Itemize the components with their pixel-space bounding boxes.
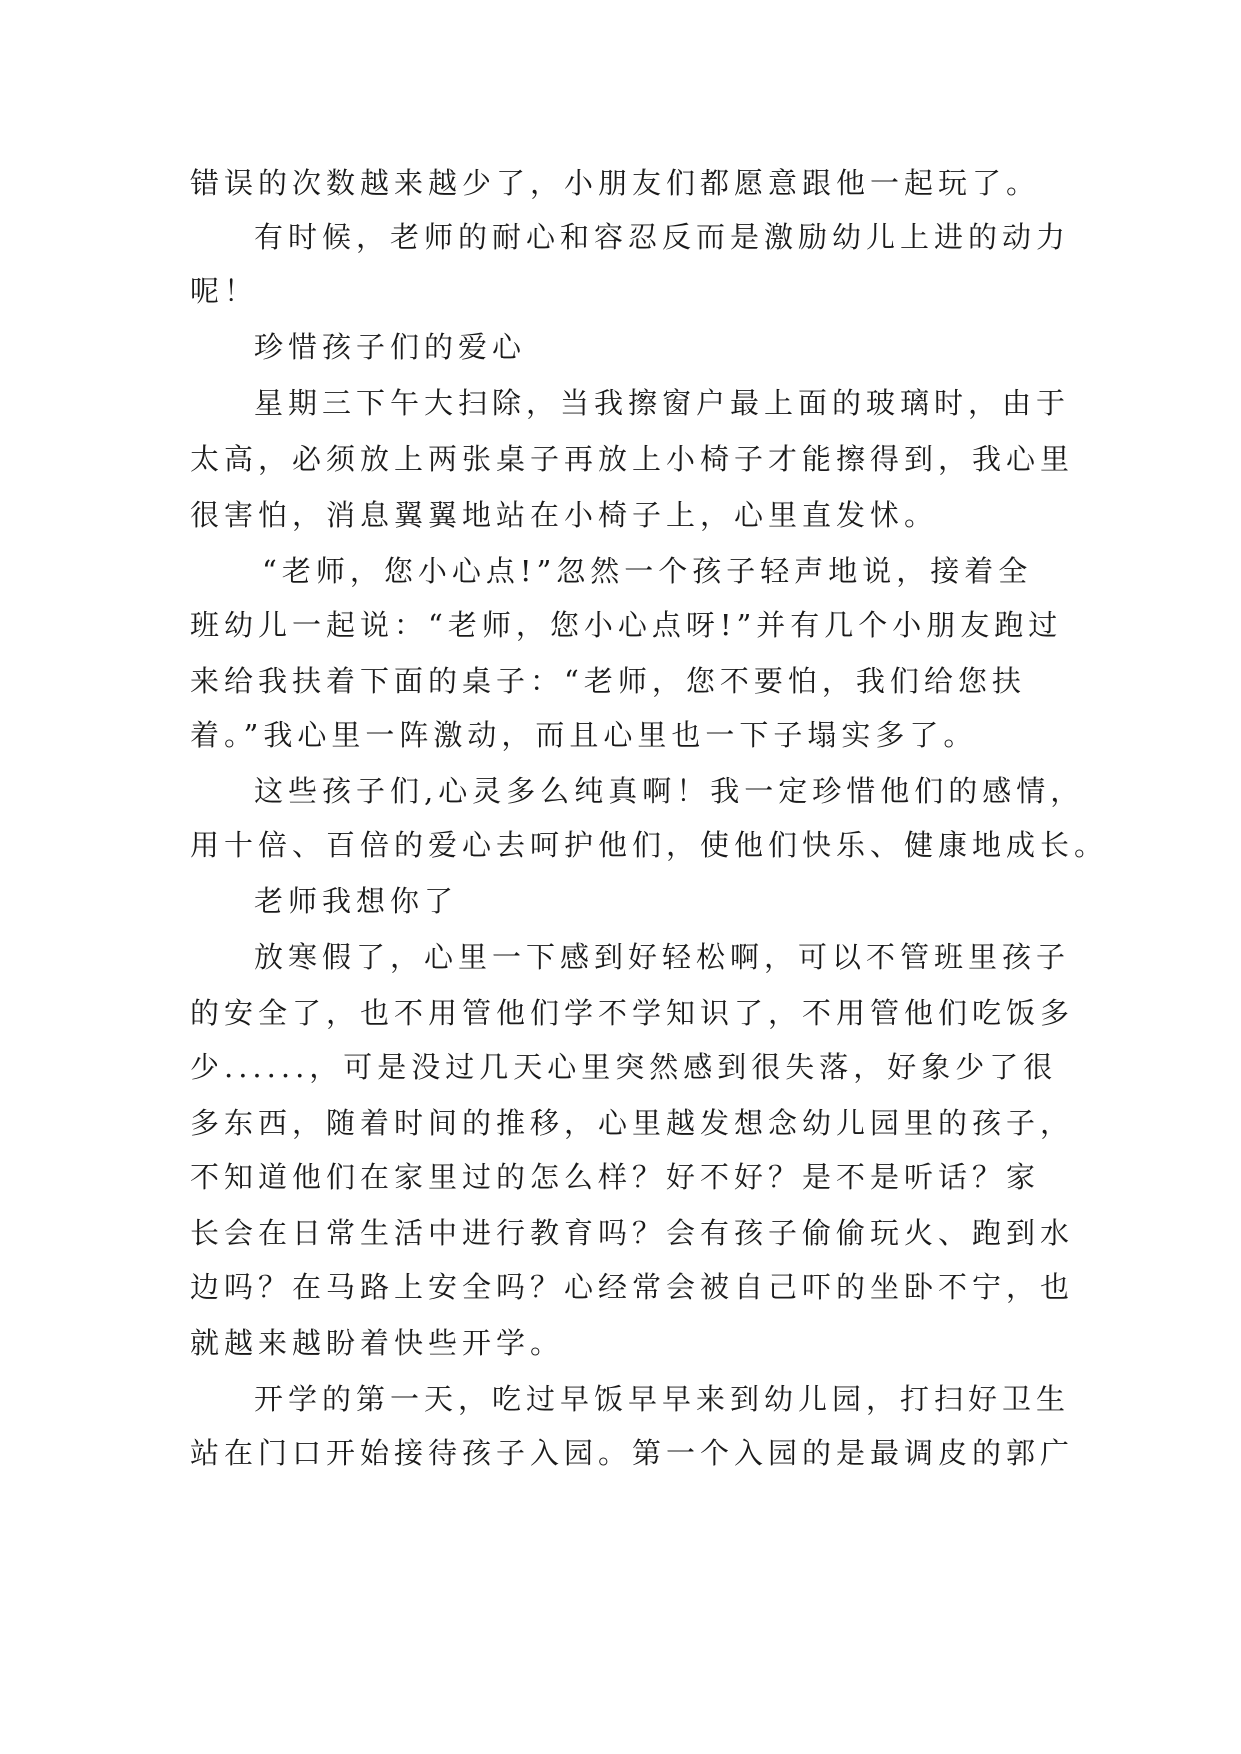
body-line-21: 边吗？在马路上安全吗？心经常会被自己吓的坐卧不宁，也 <box>190 1270 1075 1304</box>
body-line-12: 这些孩子们,心灵多么纯真啊！我一定珍惜他们的感情， <box>254 774 1085 808</box>
body-line-11: 着。”我心里一阵激动，而且心里也一下子塌实多了。 <box>190 718 978 752</box>
section-heading-cherish-love: 珍惜孩子们的爱心 <box>254 330 527 364</box>
body-line-19: 不知道他们在家里过的怎么样？好不好？是不是听话？家 <box>190 1160 1041 1194</box>
body-line-7: 很害怕，消息翼翼地站在小椅子上，心里直发怵。 <box>190 498 939 532</box>
body-line-10: 来给我扶着下面的桌子：“老师，您不要怕，我们给您扶 <box>190 664 1026 698</box>
body-line-13: 用十倍、百倍的爱心去呵护他们，使他们快乐、健康地成长。 <box>190 828 1109 862</box>
body-line-1: 错误的次数越来越少了，小朋友们都愿意跟他一起玩了。 <box>190 166 1041 200</box>
body-line-18: 多东西，随着时间的推移，心里越发想念幼儿园里的孩子， <box>190 1106 1075 1140</box>
body-line-22: 就越来越盼着快些开学。 <box>190 1326 565 1360</box>
body-line-16: 的安全了，也不用管他们学不学知识了，不用管他们吃饭多 <box>190 996 1075 1030</box>
body-line-23: 开学的第一天，吃过早饭早早来到幼儿园，打扫好卫生 <box>254 1382 1071 1416</box>
body-line-8: “老师，您小心点!”忽然一个孩子轻声地说，接着全 <box>262 554 1033 588</box>
body-line-20: 长会在日常生活中进行教育吗？会有孩子偷偷玩火、跑到水 <box>190 1216 1075 1250</box>
body-line-9: 班幼儿一起说：“老师，您小心点呀!”并有几个小朋友跑过 <box>190 608 1063 642</box>
body-line-17: 少......，可是没过几天心里突然感到很失落，好象少了很 <box>190 1050 1058 1084</box>
section-heading-miss-you: 老师我想你了 <box>254 884 459 918</box>
body-line-3: 呢！ <box>190 274 259 308</box>
body-line-5: 星期三下午大扫除，当我擦窗户最上面的玻璃时，由于 <box>254 386 1071 420</box>
body-line-24: 站在门口开始接待孩子入园。第一个入园的是最调皮的郭广 <box>190 1436 1075 1470</box>
body-line-6: 太高，必须放上两张桌子再放上小椅子才能擦得到，我心里 <box>190 442 1075 476</box>
body-line-15: 放寒假了，心里一下感到好轻松啊，可以不管班里孩子 <box>254 940 1071 974</box>
body-line-2: 有时候，老师的耐心和容忍反而是激励幼儿上进的动力 <box>254 220 1071 254</box>
